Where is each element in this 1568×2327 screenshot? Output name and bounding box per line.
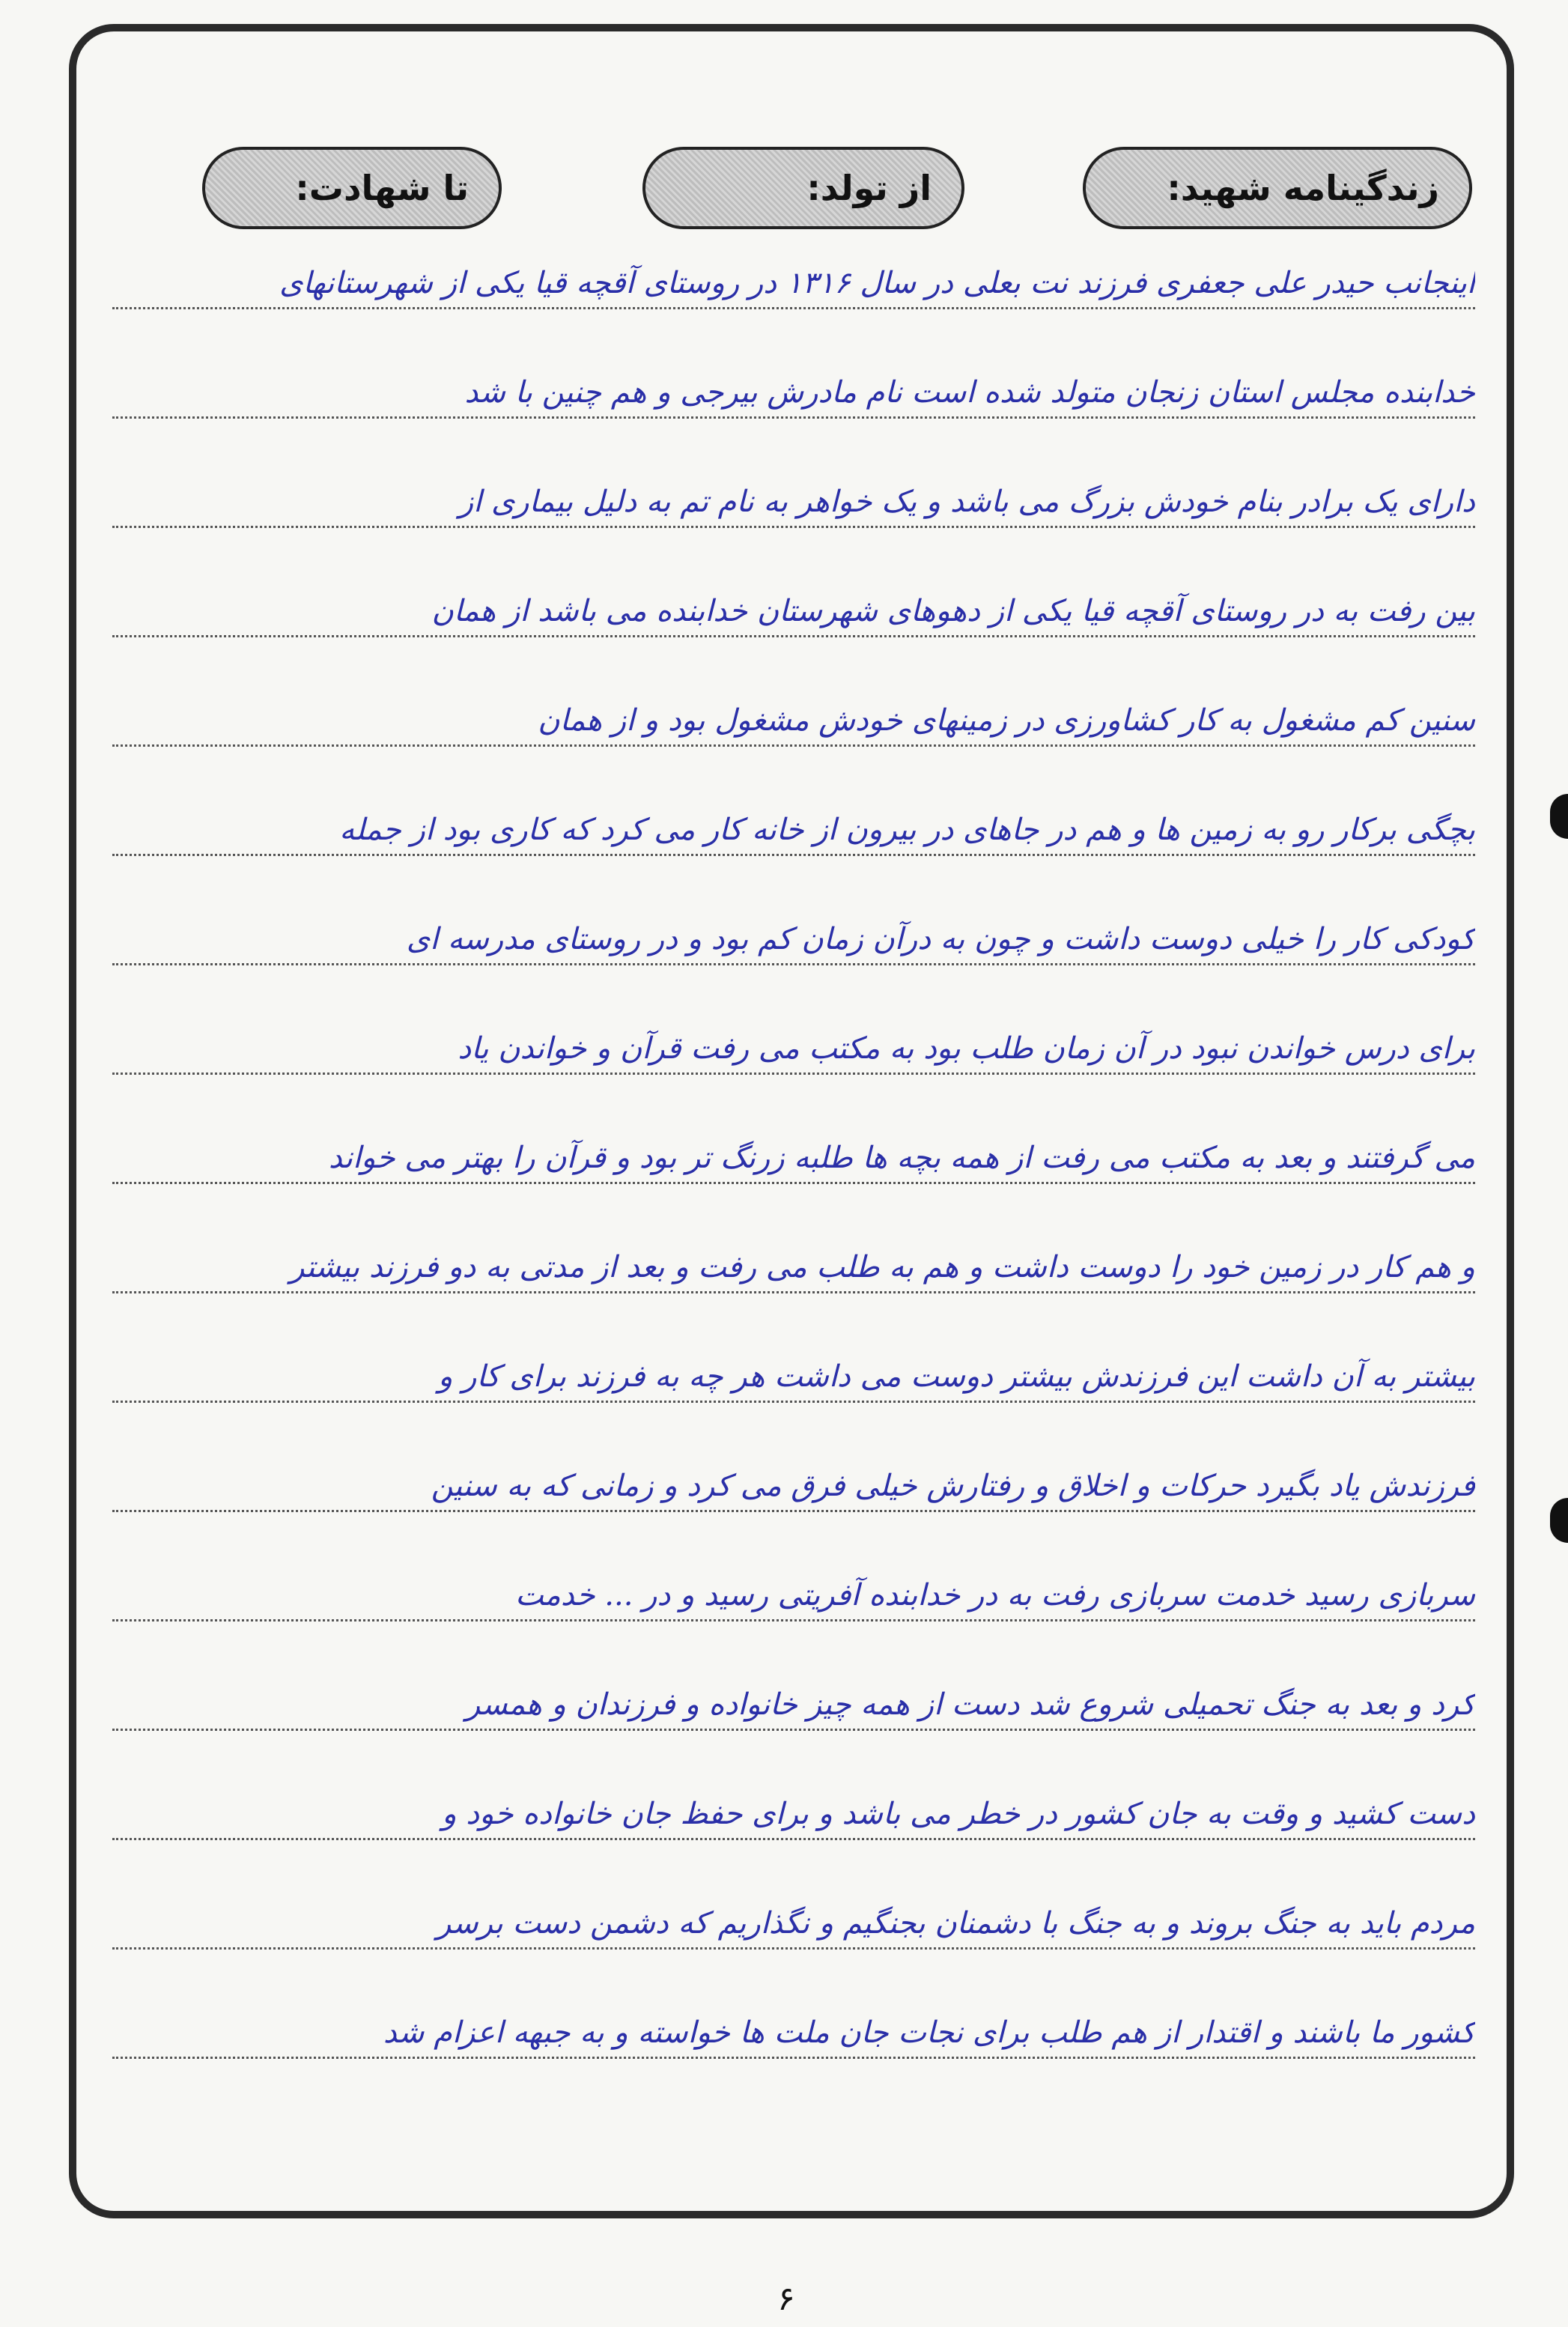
handwritten-lines — [112, 247, 1475, 2164]
ruled-line — [112, 1122, 1475, 1184]
handwritten-text: اینجانب حیدر علی جعفری فرزند نت بعلی در سال ۱۳۱۶ در روستای آقچه قیا یکی از شهرستانهای — [279, 266, 1475, 300]
handwritten-text: فرزندش یاد بگیرد حرکات و اخلاق و رفتارش خیلی فرق می کرد و زمانی که به سنین — [431, 1469, 1475, 1503]
handwritten-text: مردم باید به جنگ بروند و به جنگ با دشمنان بجنگیم و نگذاریم که دشمن دست برسر — [437, 1906, 1475, 1941]
handwritten-text: و هم کار در زمین خود را دوست داشت و هم به طلب می رفت و بعد از مدتی به دو فرزند بیشتر — [290, 1250, 1475, 1284]
handwritten-text: خدابنده مجلس استان زنجان متولد شده است نام مادرش بیرجی و هم چنین با شد — [464, 375, 1475, 410]
martyrdom-label-box — [202, 147, 502, 229]
handwritten-text: بچگی برکار رو به زمین ها و هم در جاهای در بیرون از خانه کار می کرد که کاری بود از جمله — [339, 813, 1475, 847]
handwritten-text: کشور ما باشند و اقتدار از هم طلب برای نجات جان ملت ها خواسته و به جبهه اعزام شد — [383, 2015, 1475, 2050]
handwritten-text: بین رفت به در روستای آقچه قیا یکی از دهوهای شهرستان خدابنده می باشد از همان — [431, 594, 1475, 628]
ruled-line — [112, 1887, 1475, 1950]
ruled-line — [112, 1669, 1475, 1731]
ruled-line — [112, 1559, 1475, 1621]
ruled-line — [112, 1231, 1475, 1293]
handwritten-text: سنین کم مشغول به کار کشاورزی در زمینهای خودش مشغول بود و از همان — [538, 703, 1475, 738]
ruled-line — [112, 1013, 1475, 1075]
handwritten-text: کودکی کار را خیلی دوست داشت و چون به درآن زمان کم بود و در روستای مدرسه ای — [406, 922, 1475, 956]
page-number: ۶ — [777, 2280, 795, 2318]
ruled-line — [112, 1341, 1475, 1403]
ruled-line — [112, 247, 1475, 309]
handwritten-text: بیشتر به آن داشت این فرزندش بیشتر دوست می داشت هر چه به فرزند برای کار و — [438, 1359, 1475, 1394]
biography-label-box — [1083, 147, 1472, 229]
birth-label-box — [642, 147, 964, 229]
binder-hole — [1550, 794, 1568, 839]
martyrdom-label: تا شهادت: — [295, 168, 469, 208]
handwritten-text: می گرفتند و بعد به مکتب می رفت از همه بچه ها طلبه زرنگ تر بود و قرآن را بهتر می خواند — [328, 1141, 1475, 1175]
ruled-line — [112, 685, 1475, 747]
biography-label: زندگینامه شهید: — [1167, 168, 1439, 208]
ruled-line — [112, 575, 1475, 637]
birth-label: از تولد: — [806, 168, 932, 208]
ruled-line — [112, 1997, 1475, 2059]
binder-hole — [1550, 1498, 1568, 1543]
ruled-line — [112, 1450, 1475, 1512]
handwritten-text: برای درس خواندن نبود در آن زمان طلب بود به مکتب می رفت قرآن و خواندن یاد — [458, 1031, 1475, 1066]
handwritten-text: کرد و بعد به جنگ تحمیلی شروع شد دست از همه چیز خانواده و فرزندان و همسر — [465, 1687, 1475, 1722]
ruled-line — [112, 794, 1475, 856]
ruled-line — [112, 466, 1475, 528]
ruled-line — [112, 357, 1475, 419]
ruled-line — [112, 1778, 1475, 1840]
ruled-line — [112, 903, 1475, 965]
handwritten-text: دارای یک برادر بنام خودش بزرگ می باشد و یک خواهر به نام تم به دلیل بیماری از — [458, 485, 1475, 519]
handwritten-text: سربازی رسید خدمت سربازی رفت به در خدابنده آفریتی رسید و در ... خدمت — [515, 1578, 1475, 1612]
handwritten-text: دست کشید و وقت به جان کشور در خطر می باشد و برای حفظ جان خانواده خود و — [442, 1797, 1475, 1831]
